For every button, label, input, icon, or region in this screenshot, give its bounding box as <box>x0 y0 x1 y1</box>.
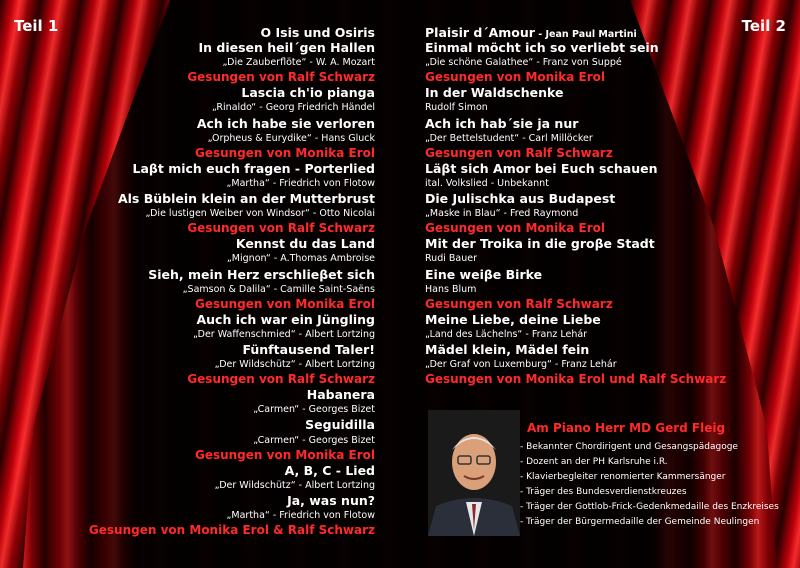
singer-line: Gesungen von Monika Erol <box>425 221 606 236</box>
song-title: Ja, was nun? <box>287 492 375 508</box>
song-source: „Samson & Dalila“ - Camille Saint-Saëns <box>182 283 375 295</box>
singer-line: Gesungen von Ralf Schwarz <box>425 296 613 311</box>
song-source: „Der Bettelstudent“ - Carl Millöcker <box>425 132 593 144</box>
song-title: Fünftausend Taler! <box>242 341 375 357</box>
song-source: Rudolf Simon <box>425 102 488 114</box>
pianist-portrait-icon <box>428 410 520 536</box>
singer-line: Gesungen von Monika Erol <box>425 70 606 85</box>
song-source: „Der Wildschütz“ - Albert Lortzing <box>214 479 375 491</box>
song-composer: - Jean Paul Martini <box>534 29 637 40</box>
song-title: Läβt sich Amor bei Euch schauen <box>425 160 658 176</box>
singer-line: Gesungen von Monika Erol <box>194 296 375 311</box>
singer-line: Gesungen von Monika Erol & Ralf Schwarz <box>88 523 375 538</box>
song-source: ital. Volkslied - Unbekannt <box>425 177 549 189</box>
singer-line: Gesungen von Monika Erol und Ralf Schwarz <box>425 372 727 387</box>
song-title: Seguidilla <box>305 417 375 433</box>
song-source: „Die schöne Galathee“ - Franz von Suppé <box>425 57 622 69</box>
pianist-bio <box>520 440 779 531</box>
song-title: In der Waldschenke <box>425 85 564 101</box>
singer-line: Gesungen von Ralf Schwarz <box>187 372 375 387</box>
song-title: Ach ich habe sie verloren <box>196 115 375 131</box>
song-source: „Mignon“ - A.Thomas Ambroise <box>226 253 375 265</box>
song-source: „Die Zauberflöte“ - W. A. Mozart <box>222 57 375 69</box>
song-title: Einmal möcht ich so verliebt sein <box>425 40 659 56</box>
song-source: Rudi Bauer <box>425 253 477 265</box>
bio-line: - Klavierbegleiter renomierter Kammersänger <box>520 472 726 483</box>
pianist-photo <box>428 410 520 536</box>
song-title: Mädel klein, Mädel fein <box>425 341 590 357</box>
song-source: „Der Waffenschmied“ - Albert Lortzing <box>193 328 375 340</box>
song-title: Meine Liebe, deine Liebe <box>425 311 601 327</box>
song-source: „Der Graf von Luxemburg“ - Franz Lehár <box>425 359 617 371</box>
singer-line: Gesungen von Monika Erol <box>194 447 375 462</box>
song-source: „Carmen“ - Georges Bizet <box>253 404 375 416</box>
song-title: Plaisir d´Amour - Jean Paul Martini <box>425 25 637 40</box>
song-title: Mit der Troika in die groβe Stadt <box>425 236 655 252</box>
bio-line: - Bekannter Chordirigent und Gesangspädagoge <box>520 442 738 452</box>
song-source: „Orpheus & Eurydike“ - Hans Gluck <box>207 132 375 144</box>
piano-heading: Am Piano Herr MD Gerd Fleig <box>527 421 726 435</box>
song-title: Eine weiβe Birke <box>425 266 543 282</box>
program-part-1 <box>60 25 375 538</box>
singer-line: Gesungen von Ralf Schwarz <box>187 221 375 236</box>
bio-line: - Dozent an der PH Karlsruhe i.R. <box>520 457 668 468</box>
song-source: „Carmen“ - Georges Bizet <box>253 434 375 446</box>
song-title: Sieh, mein Herz erschlieβet sich <box>148 266 375 282</box>
song-title: Habanera <box>306 387 375 403</box>
singer-line: Gesungen von Monika Erol <box>194 145 375 160</box>
song-source: „Martha“ - Friedrich von Flotow <box>226 510 375 521</box>
bio-line: - Träger der Gottlob-Frick-Gedenkmedaille des Enzkreises <box>520 502 779 513</box>
song-source: „Der Wildschütz“ - Albert Lortzing <box>214 359 375 371</box>
song-source: „Die lustigen Weiber von Windsor“ - Otto Nicolai <box>145 208 375 220</box>
song-title: Auch ich war ein Jüngling <box>196 311 375 327</box>
singer-line: Gesungen von Ralf Schwarz <box>425 145 613 160</box>
song-title: Die Julischka aus Budapest <box>425 191 616 207</box>
song-title: Lascia ch'io pianga <box>241 85 375 101</box>
song-title: Kennst du das Land <box>235 236 375 252</box>
bio-line: - Träger der Bürgermedaille der Gemeinde Neulingen <box>520 517 760 528</box>
song-title: In diesen heil´gen Hallen <box>198 40 375 56</box>
song-title: Ach ich hab´sie ja nur <box>425 115 579 131</box>
singer-line: Gesungen von Ralf Schwarz <box>187 70 375 85</box>
song-title: Als Büblein klein an der Mutterbrust <box>117 191 375 207</box>
song-source: „Rinaldo“ - Georg Friedrich Händel <box>211 102 375 114</box>
song-source: Hans Blum <box>425 283 477 295</box>
song-source: „Land des Lächelns“ - Franz Lehár <box>425 328 588 340</box>
song-title: O Isis und Osiris <box>260 25 375 40</box>
song-title: Laβt mich euch fragen - Porterlied <box>132 160 375 176</box>
part-2-label: Teil 2 <box>741 17 786 35</box>
song-source: „Maske in Blau“ - Fred Raymond <box>425 208 579 220</box>
song-source: „Martha“ - Friedrich von Flotow <box>226 177 375 189</box>
song-title: A, B, C - Lied <box>284 462 375 478</box>
part-1-label: Teil 1 <box>14 17 59 35</box>
program-part-2 <box>425 25 755 387</box>
bio-line: - Träger des Bundesverdienstkreuzes <box>520 487 687 498</box>
